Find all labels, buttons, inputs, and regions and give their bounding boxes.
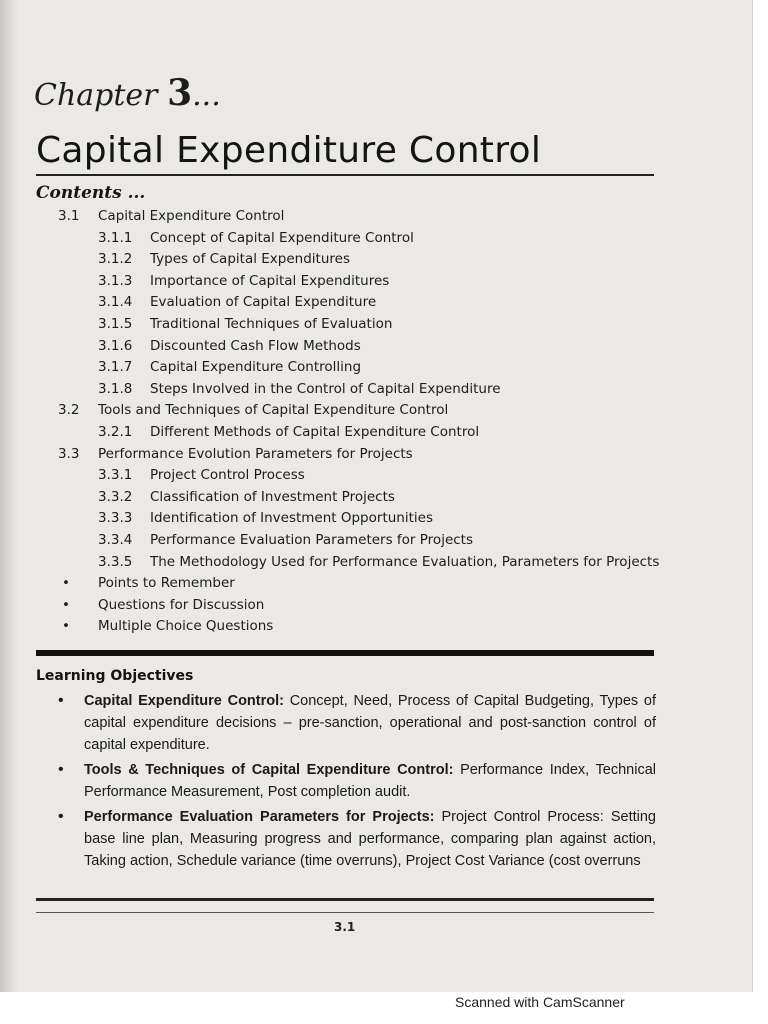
learning-objective-item (58, 759, 656, 803)
toc-entry-number: 3.3.4 (98, 532, 133, 548)
toc-entry-number: 3.2 (58, 402, 80, 419)
bullet-icon: • (58, 808, 64, 825)
toc-entry-number: • (62, 618, 70, 635)
toc-entry-number: 3.1.5 (98, 316, 133, 332)
learning-objective-item (58, 690, 656, 756)
toc-entry-number: 3.1.8 (98, 380, 133, 397)
toc-entry-title: Evaluation of Capital Expenditure (150, 294, 377, 311)
page-binding-shadow (0, 0, 18, 992)
contents-heading: Contents ... (36, 183, 146, 203)
toc-entry-title: Types of Capital Expenditures (150, 251, 350, 268)
toc-entry-title: Questions for Discussion (98, 596, 265, 613)
toc-entry-title: Performance Evaluation Parameters for Projects (150, 532, 473, 548)
title-underline (36, 174, 654, 176)
toc-entry-title: Importance of Capital Expenditures (150, 272, 390, 289)
toc-entry-number: 3.1.3 (98, 272, 133, 289)
learning-objective-item (58, 806, 656, 872)
toc-entry-number: 3.1.1 (98, 229, 133, 246)
toc-entry-number: 3.1.2 (98, 251, 133, 268)
objective-lead: Capital Expenditure Control: (84, 693, 284, 709)
toc-entry-number: 3.1.6 (98, 337, 133, 354)
page-title: Capital Expenditure Control (36, 130, 542, 171)
toc-entry-number: 3.3.5 (98, 553, 133, 570)
toc-entry-title: Tools and Techniques of Capital Expenditure Control (98, 402, 449, 419)
toc-entry-title: Classification of Investment Projects (150, 488, 395, 505)
toc-entry-number: • (62, 596, 70, 613)
toc-entry-title: Concept of Capital Expenditure Control (150, 229, 414, 246)
toc-entry-number: 3.1 (58, 208, 80, 224)
chapter-label (34, 72, 221, 114)
toc-entry-title: Capital Expenditure Control (98, 208, 285, 224)
toc-entry-number: 3.2.1 (98, 424, 133, 440)
chapter-number: 3 (167, 72, 193, 114)
toc-entry-number: 3.1.7 (98, 359, 133, 376)
toc-entry-title: Project Control Process (150, 467, 305, 484)
objective-text: Concept, Need, Process of Capital Budgeting, Types of capital expenditure decisions – pre-sanction, operational and post-sanction control of capital expenditure. (84, 693, 656, 753)
toc-entry-number: 3.3.1 (98, 467, 133, 484)
learning-objectives-heading: Learning Objectives (36, 668, 194, 684)
footer-rule-bottom (36, 912, 654, 913)
toc-entry-title: Performance Evolution Parameters for Projects (98, 445, 413, 462)
section-divider (36, 650, 654, 656)
learning-objectives-list (58, 690, 656, 875)
scanner-watermark: Scanned with CamScanner (455, 994, 625, 1010)
toc-entry-number: 3.3.2 (98, 488, 133, 505)
toc-entry-number: 3.1.4 (98, 294, 133, 311)
toc-entry-number: 3.3.3 (98, 510, 133, 527)
toc-entry-title: Identification of Investment Opportunities (150, 510, 433, 527)
toc-entry-number: • (62, 575, 70, 592)
bullet-icon: • (58, 761, 64, 778)
toc-entry-title: Points to Remember (98, 575, 235, 592)
objective-lead: Performance Evaluation Parameters for Projects: (84, 809, 435, 825)
toc-entry-title: Discounted Cash Flow Methods (150, 337, 361, 354)
bullet-icon: • (58, 692, 64, 709)
toc-entry-title: Traditional Techniques of Evaluation (150, 316, 393, 332)
toc-entry-number: 3.3 (58, 445, 80, 462)
footer-rule-top (36, 898, 654, 901)
chapter-suffix: ... (192, 78, 221, 113)
objective-text: Project Control Process: Setting base line plan, Measuring progress and performance, comparing plan against action, Taking action, Schedule variance (time overruns), Project Cost Variance (cost overruns (84, 809, 656, 869)
toc-entry-title: Different Methods of Capital Expenditure Control (150, 424, 480, 440)
objective-lead: Tools & Techniques of Capital Expenditure Control: (84, 762, 454, 778)
chapter-word: Chapter (34, 78, 158, 113)
objective-text: Performance Index, Technical Performance Measurement, Post completion audit. (84, 762, 656, 800)
toc-entry-title: The Methodology Used for Performance Evaluation, Parameters for Projects (150, 553, 660, 570)
page-number: 3.1 (334, 920, 356, 934)
toc-entry-title: Multiple Choice Questions (98, 618, 274, 635)
toc-entry-title: Steps Involved in the Control of Capital Expenditure (150, 380, 501, 397)
toc-entry-title: Capital Expenditure Controlling (150, 359, 362, 376)
